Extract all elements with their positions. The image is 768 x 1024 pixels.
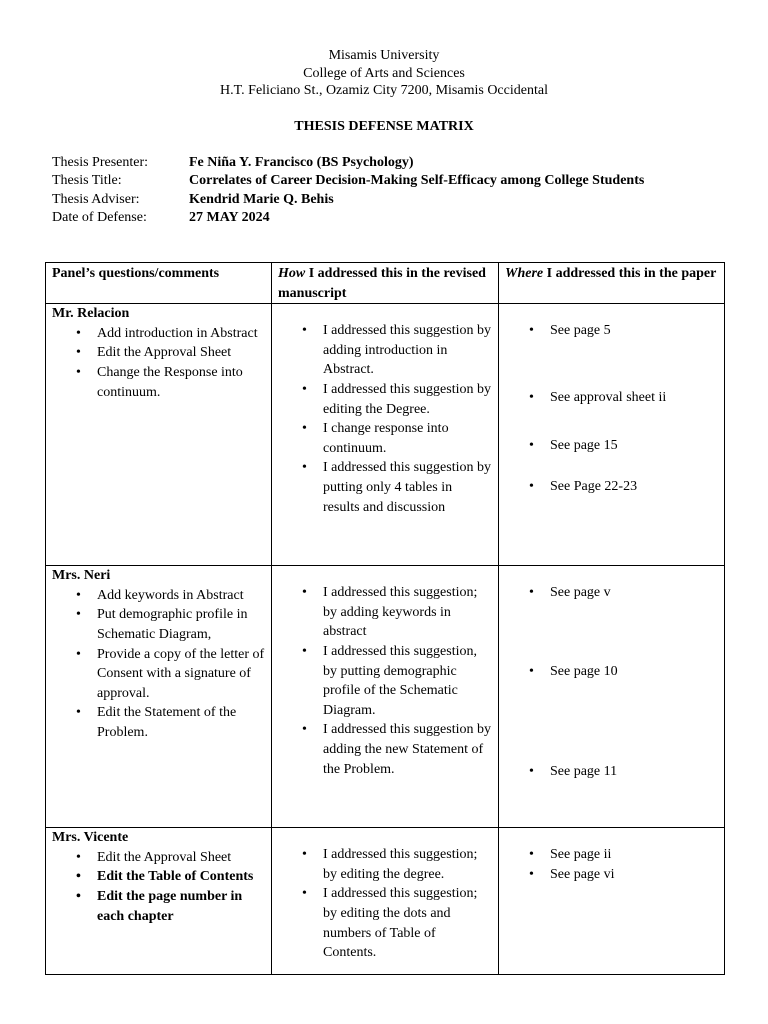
list-item: • See page ii <box>499 845 724 865</box>
list-item: • Add keywords in Abstract <box>46 586 271 606</box>
how-list <box>272 304 498 517</box>
header-where-italic: Where <box>505 266 544 281</box>
panel-name: Mrs. Vicente <box>52 830 129 846</box>
list-item: • I change response into continuum. <box>272 419 498 458</box>
thesis-title-value: Correlates of Career Decision-Making Self-Efficacy among College Students <box>189 173 645 189</box>
defense-matrix-table <box>45 262 725 975</box>
thesis-title-label: Thesis Title: <box>52 173 122 189</box>
panel-comments-cell <box>46 828 272 975</box>
panel-comments-cell <box>46 304 272 566</box>
how-addressed-cell <box>272 566 499 828</box>
panel-name: Mrs. Neri <box>52 568 111 584</box>
adviser-value: Kendrid Marie Q. Behis <box>189 191 334 207</box>
header-where-rest: I addressed this in the paper <box>543 266 717 281</box>
how-list <box>272 566 498 779</box>
list-item: • Edit the Approval Sheet <box>46 848 271 868</box>
table-row <box>46 566 725 828</box>
table-row <box>46 304 725 566</box>
comments-list <box>46 324 271 402</box>
where-addressed-cell <box>499 828 725 975</box>
list-item: • Edit the Approval Sheet <box>46 343 271 363</box>
header-where-addressed <box>499 263 725 304</box>
table-header-row <box>46 263 725 304</box>
list-item: • See page v <box>499 583 724 603</box>
where-addressed-cell <box>499 304 725 566</box>
list-item: • See Page 22-23 <box>499 477 724 497</box>
list-item: • I addressed this suggestion, by putting demographic profile of the Schematic Diagram. <box>272 642 498 720</box>
list-item: • Add introduction in Abstract <box>46 324 271 344</box>
header-how-italic: How <box>278 266 306 281</box>
university-address: H.T. Feliciano St., Ozamiz City 7200, Misamis Occidental <box>220 83 548 98</box>
college-name: College of Arts and Sciences <box>303 65 465 81</box>
list-item: • See page 5 <box>499 321 724 341</box>
adviser-row <box>52 191 644 209</box>
list-item: • Change the Response into continuum. <box>46 363 271 402</box>
list-item: • I addressed this suggestion by adding the new Statement of the Problem. <box>272 720 498 779</box>
presenter-value: Fe Niña Y. Francisco (BS Psychology) <box>189 155 414 170</box>
table-row <box>46 828 725 975</box>
header-how-rest: I addressed this in the revised manuscript <box>278 266 486 301</box>
university-name: Misamis University <box>328 48 440 63</box>
where-addressed-cell <box>499 566 725 828</box>
list-item: • I addressed this suggestion by putting only 4 tables in results and discussion <box>272 458 498 517</box>
list-item: • See approval sheet ii <box>499 388 724 408</box>
list-item: • I addressed this suggestion; by editing the degree. <box>272 845 498 884</box>
presenter-label: Thesis Presenter: <box>52 155 149 170</box>
defense-date-row <box>52 209 644 227</box>
list-item: • See page 10 <box>499 662 724 682</box>
university-header <box>0 47 768 100</box>
thesis-info <box>52 154 644 228</box>
where-list <box>499 583 724 782</box>
how-list <box>272 828 498 963</box>
panel-name: Mr. Relacion <box>52 306 130 322</box>
defense-date-value: 27 MAY 2024 <box>189 210 270 226</box>
defense-date-label: Date of Defense: <box>52 210 147 226</box>
panel-comments-cell <box>46 566 272 828</box>
presenter-row <box>52 154 644 172</box>
list-item: • Edit the Table of Contents <box>46 867 271 887</box>
list-item: • See page vi <box>499 865 724 885</box>
document-title: THESIS DEFENSE MATRIX <box>294 119 474 134</box>
header-panel-questions: Panel’s questions/comments <box>46 263 272 304</box>
list-item: • I addressed this suggestion; by editing the dots and numbers of Table of Contents. <box>272 884 498 962</box>
how-addressed-cell <box>272 828 499 975</box>
list-item: • I addressed this suggestion by editing the Degree. <box>272 380 498 419</box>
list-item: • I addressed this suggestion; by adding keywords in abstract <box>272 583 498 642</box>
where-list <box>499 845 724 884</box>
list-item: • Provide a copy of the letter of Consent with a signature of approval. <box>46 645 271 704</box>
where-list <box>499 321 724 496</box>
thesis-title-row <box>52 172 644 190</box>
list-item: • I addressed this suggestion by adding introduction in Abstract. <box>272 321 498 380</box>
list-item: • Edit the Statement of the Problem. <box>46 703 271 742</box>
comments-list <box>46 586 271 743</box>
list-item: • Put demographic profile in Schematic Diagram, <box>46 605 271 644</box>
list-item: • Edit the page number in each chapter <box>46 887 271 926</box>
comments-list <box>46 848 271 926</box>
how-addressed-cell <box>272 304 499 566</box>
list-item: • See page 11 <box>499 762 724 782</box>
list-item: • See page 15 <box>499 436 724 456</box>
adviser-label: Thesis Adviser: <box>52 191 140 207</box>
header-how-addressed <box>272 263 499 304</box>
